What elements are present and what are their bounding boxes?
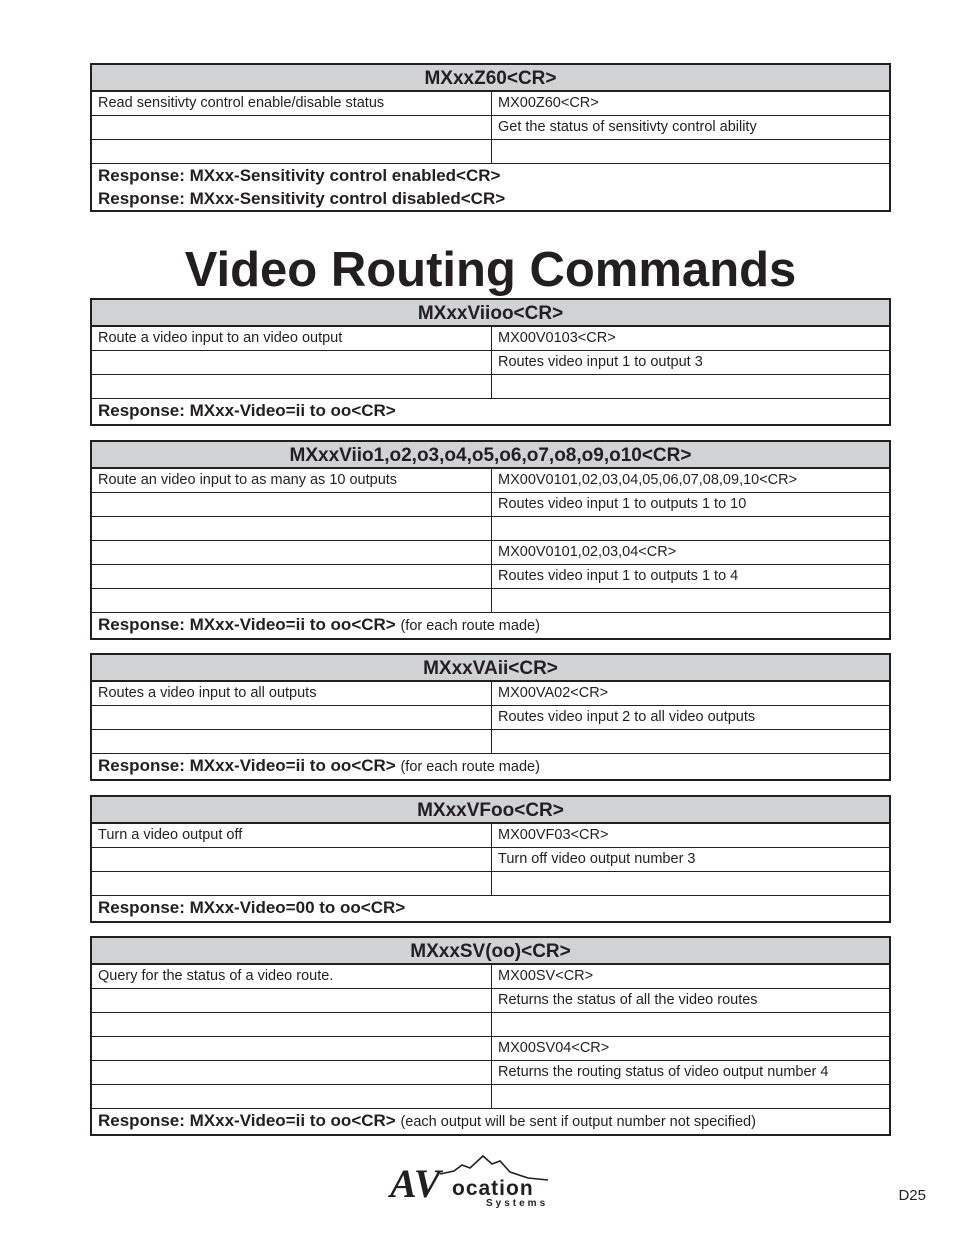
example-cell <box>492 730 889 753</box>
description-cell <box>92 375 492 398</box>
table-row <box>92 541 889 565</box>
section-title: Video Routing Commands <box>184 243 797 297</box>
table-row <box>92 589 889 613</box>
response-note: (for each route made) <box>400 759 540 775</box>
command-header: MXxxVFoo<CR> <box>92 797 889 824</box>
table-row <box>92 327 889 351</box>
example-cell <box>492 872 889 895</box>
example-cell: Get the status of sensitivty control ability <box>498 119 757 135</box>
description-cell <box>92 140 492 163</box>
example-cell: Returns the routing status of video output number 4 <box>498 1064 829 1080</box>
response-note: (each output will be sent if output number not specified) <box>400 1114 756 1130</box>
example-cell: Routes video input 1 to outputs 1 to 10 <box>498 496 747 512</box>
table-row <box>92 706 889 730</box>
table-row <box>92 116 889 140</box>
logo-sub: ocation <box>452 1177 534 1200</box>
response-text: Response: MXxx-Video=ii to oo<CR> <box>98 615 396 634</box>
command-header: MXxxZ60<CR> <box>92 65 889 92</box>
table-row <box>92 375 889 399</box>
response-text: Response: MXxx-Video=ii to oo<CR> <box>98 401 396 420</box>
page-number: D25 <box>898 1187 926 1204</box>
table-row <box>92 565 889 589</box>
description-cell <box>92 1061 492 1084</box>
table-row <box>92 351 889 375</box>
description-cell <box>92 730 492 753</box>
response-text: Response: MXxx-Video=ii to oo<CR> <box>98 1111 396 1130</box>
example-cell: Routes video input 1 to output 3 <box>498 354 703 370</box>
command-table-z60 <box>90 63 891 212</box>
command-header: MXxxViioo<CR> <box>92 300 889 327</box>
logo-tagline: Systems <box>486 1198 549 1209</box>
description-cell <box>92 989 492 1012</box>
example-cell <box>492 1085 889 1108</box>
example-cell: Returns the status of all the video routes <box>498 992 758 1008</box>
table-row <box>92 493 889 517</box>
description-cell: Read sensitivty control enable/disable status <box>92 92 492 115</box>
response-text: Response: MXxx-Video=00 to oo<CR> <box>98 898 406 917</box>
response-line <box>92 1109 889 1134</box>
description-cell: Turn a video output off <box>92 824 492 847</box>
response-text: Response: MXxx-Video=ii to oo<CR> <box>98 756 396 775</box>
description-cell <box>92 589 492 612</box>
command-table-viioo <box>90 298 891 426</box>
table-row <box>92 1013 889 1037</box>
example-cell: MX00V0101,02,03,04,05,06,07,08,09,10<CR> <box>498 472 798 488</box>
example-cell: MX00SV<CR> <box>498 968 594 984</box>
table-row <box>92 517 889 541</box>
table-row <box>92 469 889 493</box>
command-table-vaii <box>90 653 891 781</box>
response-line <box>92 399 889 424</box>
table-row <box>92 682 889 706</box>
response-line <box>92 896 889 921</box>
command-header: MXxxVAii<CR> <box>92 655 889 682</box>
example-cell <box>492 589 889 612</box>
description-cell <box>92 706 492 729</box>
description-cell <box>92 1085 492 1108</box>
description-cell <box>92 116 492 139</box>
example-cell <box>492 375 889 398</box>
command-table-vfoo <box>90 795 891 923</box>
description-cell <box>92 872 492 895</box>
example-cell <box>492 517 889 540</box>
table-row <box>92 848 889 872</box>
example-cell: Routes video input 2 to all video outputs <box>498 709 756 725</box>
response-line <box>92 613 889 638</box>
description-cell <box>92 493 492 516</box>
example-cell: MX00Z60<CR> <box>498 95 599 111</box>
response-line: Response: MXxx-Sensitivity control enabled<CR> <box>98 166 501 185</box>
example-cell: MX00SV04<CR> <box>498 1040 610 1056</box>
example-cell: Turn off video output number 3 <box>498 851 696 867</box>
description-cell: Route a video input to an video output <box>92 327 492 350</box>
description-cell <box>92 351 492 374</box>
description-cell <box>92 1013 492 1036</box>
description-cell <box>92 1037 492 1060</box>
table-row <box>92 730 889 754</box>
response-note: (for each route made) <box>400 618 540 634</box>
description-cell: Routes a video input to all outputs <box>92 682 492 705</box>
table-row <box>92 92 889 116</box>
example-cell <box>492 1013 889 1036</box>
example-cell <box>492 140 889 163</box>
command-table-viio-multi <box>90 440 891 640</box>
example-cell: MX00V0103<CR> <box>498 330 616 346</box>
description-cell <box>92 848 492 871</box>
command-header: MXxxSV(oo)<CR> <box>92 938 889 965</box>
description-cell <box>92 541 492 564</box>
avocation-logo <box>388 1150 568 1210</box>
example-cell: MX00VA02<CR> <box>498 685 609 701</box>
table-row <box>92 1085 889 1109</box>
table-row <box>92 989 889 1013</box>
table-row <box>92 872 889 896</box>
table-row <box>92 824 889 848</box>
description-cell: Query for the status of a video route. <box>92 965 492 988</box>
response-line: Response: MXxx-Sensitivity control disabled<CR> <box>98 189 506 208</box>
example-cell: Routes video input 1 to outputs 1 to 4 <box>498 568 739 584</box>
description-cell <box>92 517 492 540</box>
example-cell: MX00VF03<CR> <box>498 827 609 843</box>
table-row <box>92 965 889 989</box>
table-row <box>92 1061 889 1085</box>
description-cell <box>92 565 492 588</box>
response-line <box>92 754 889 779</box>
command-table-sv <box>90 936 891 1136</box>
table-row <box>92 1037 889 1061</box>
description-cell: Route an video input to as many as 10 outputs <box>92 469 492 492</box>
table-row <box>92 140 889 164</box>
command-header: MXxxViio1,o2,o3,o4,o5,o6,o7,o8,o9,o10<CR> <box>92 442 889 469</box>
example-cell: MX00V0101,02,03,04<CR> <box>498 544 677 560</box>
logo-main: AV <box>390 1161 441 1206</box>
